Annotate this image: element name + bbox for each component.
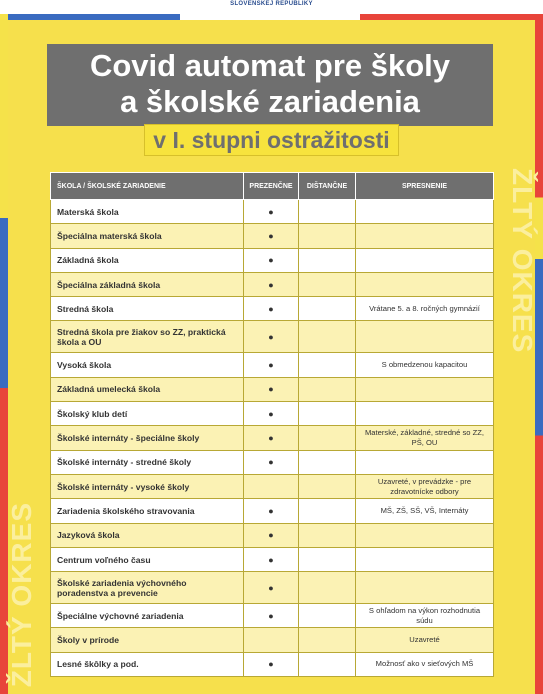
ministry-label: SLOVENSKEJ REPUBLIKY <box>230 1 313 7</box>
school-name-cell: Špeciálna materská škola <box>51 224 244 248</box>
column-header-distancne: DIŠTANČNE <box>299 173 356 200</box>
spresnenie-cell: S ohľadom na výkon rozhodnutia súdu <box>356 604 494 628</box>
school-name-cell: Stredná škola <box>51 297 244 321</box>
distancne-cell <box>299 474 356 498</box>
distancne-cell <box>299 450 356 474</box>
spresnenie-cell: Možnosť ako v sieťových MŠ <box>356 652 494 676</box>
prezencne-cell <box>244 474 299 498</box>
school-name-cell: Školy v prírode <box>51 628 244 652</box>
side-label-right: ŽLTÝ OKRES <box>507 168 538 354</box>
distancne-cell <box>299 297 356 321</box>
distancne-cell <box>299 200 356 224</box>
prezencne-cell: ● <box>244 224 299 248</box>
page-subtitle: v I. stupni ostražitosti <box>144 124 398 156</box>
school-name-cell: Špeciálna základná škola <box>51 272 244 296</box>
distancne-cell <box>299 547 356 571</box>
prezencne-cell: ● <box>244 547 299 571</box>
table-row <box>51 224 494 248</box>
prezencne-cell: ● <box>244 572 299 604</box>
prezencne-cell: ● <box>244 604 299 628</box>
prezencne-cell: ● <box>244 426 299 450</box>
school-name-cell: Školský klub detí <box>51 402 244 426</box>
school-name-cell: Materská škola <box>51 200 244 224</box>
prezencne-cell: ● <box>244 523 299 547</box>
distancne-cell <box>299 652 356 676</box>
spresnenie-cell <box>356 450 494 474</box>
table-row <box>51 248 494 272</box>
prezencne-cell: ● <box>244 272 299 296</box>
spresnenie-cell <box>356 377 494 401</box>
page-title <box>47 48 493 120</box>
spresnenie-cell: Uzavreté, v prevádzke - pre zdravotnícke odbory <box>356 474 494 498</box>
distancne-cell <box>299 523 356 547</box>
subtitle-wrap <box>0 124 543 156</box>
spresnenie-cell: Uzavreté <box>356 628 494 652</box>
distancne-cell <box>299 426 356 450</box>
prezencne-cell: ● <box>244 248 299 272</box>
school-name-cell: Jazyková škola <box>51 523 244 547</box>
distancne-cell <box>299 402 356 426</box>
table-row <box>51 523 494 547</box>
column-header-spresnenie: SPRESNENIE <box>356 173 494 200</box>
table-row <box>51 628 494 652</box>
distancne-cell <box>299 499 356 523</box>
school-name-cell: Lesné škôlky a pod. <box>51 652 244 676</box>
prezencne-cell: ● <box>244 321 299 353</box>
right-color-stripe <box>535 14 543 694</box>
spresnenie-cell <box>356 321 494 353</box>
top-bar <box>0 0 543 14</box>
school-name-cell: Školské internáty - vysoké školy <box>51 474 244 498</box>
school-name-cell: Školské zariadenia výchovného poradenstva a prevencie <box>51 572 244 604</box>
distancne-cell <box>299 628 356 652</box>
school-name-cell: Základná škola <box>51 248 244 272</box>
table-row <box>51 426 494 450</box>
prezencne-cell: ● <box>244 652 299 676</box>
prezencne-cell: ● <box>244 377 299 401</box>
column-header-prezencne: PREZENČNE <box>244 173 299 200</box>
title-line-2: a školské zariadenia <box>120 84 420 119</box>
side-label-left: ŽLTÝ OKRES <box>6 502 37 688</box>
table-row <box>51 200 494 224</box>
table-row <box>51 377 494 401</box>
school-name-cell: Zariadenia školského stravovania <box>51 499 244 523</box>
school-name-cell: Centrum voľného času <box>51 547 244 571</box>
spresnenie-cell <box>356 248 494 272</box>
spresnenie-cell <box>356 572 494 604</box>
distancne-cell <box>299 321 356 353</box>
table-row <box>51 572 494 604</box>
table-row <box>51 652 494 676</box>
table-header-row <box>51 173 494 200</box>
distancne-cell <box>299 224 356 248</box>
spresnenie-cell: Vrátane 5. a 8. ročných gymnázií <box>356 297 494 321</box>
table-row <box>51 604 494 628</box>
distancne-cell <box>299 353 356 377</box>
school-name-cell: Základná umelecká škola <box>51 377 244 401</box>
school-name-cell: Školské internáty - stredné školy <box>51 450 244 474</box>
table-row <box>51 321 494 353</box>
distancne-cell <box>299 248 356 272</box>
rules-table <box>50 172 494 677</box>
prezencne-cell: ● <box>244 353 299 377</box>
spresnenie-cell <box>356 402 494 426</box>
spresnenie-cell <box>356 547 494 571</box>
table-row <box>51 297 494 321</box>
spresnenie-cell: MŠ, ZŠ, SŠ, VŠ, Internáty <box>356 499 494 523</box>
prezencne-cell <box>244 628 299 652</box>
prezencne-cell: ● <box>244 450 299 474</box>
spresnenie-cell <box>356 272 494 296</box>
spresnenie-cell <box>356 523 494 547</box>
spresnenie-cell <box>356 224 494 248</box>
spresnenie-cell: S obmedzenou kapacitou <box>356 353 494 377</box>
distancne-cell <box>299 604 356 628</box>
spresnenie-cell <box>356 200 494 224</box>
title-line-1: Covid automat pre školy <box>89 48 451 83</box>
prezencne-cell: ● <box>244 402 299 426</box>
prezencne-cell: ● <box>244 499 299 523</box>
distancne-cell <box>299 272 356 296</box>
table-row <box>51 450 494 474</box>
prezencne-cell: ● <box>244 297 299 321</box>
school-name-cell: Stredná škola pre žiakov so ZZ, praktická škola a OU <box>51 321 244 353</box>
table-row <box>51 402 494 426</box>
table-row <box>51 353 494 377</box>
school-name-cell: Špeciálne výchovné zariadenia <box>51 604 244 628</box>
table-row <box>51 547 494 571</box>
table-row <box>51 499 494 523</box>
spresnenie-cell: Materské, základné, stredné so ZZ, PŠ, OU <box>356 426 494 450</box>
prezencne-cell: ● <box>244 200 299 224</box>
distancne-cell <box>299 572 356 604</box>
table-row <box>51 474 494 498</box>
column-header-school: ŠKOLA / ŠKOLSKÉ ZARIADENIE <box>51 173 244 200</box>
distancne-cell <box>299 377 356 401</box>
school-name-cell: Vysoká škola <box>51 353 244 377</box>
table-row <box>51 272 494 296</box>
school-name-cell: Školské internáty - špeciálne školy <box>51 426 244 450</box>
table-body <box>51 200 494 677</box>
